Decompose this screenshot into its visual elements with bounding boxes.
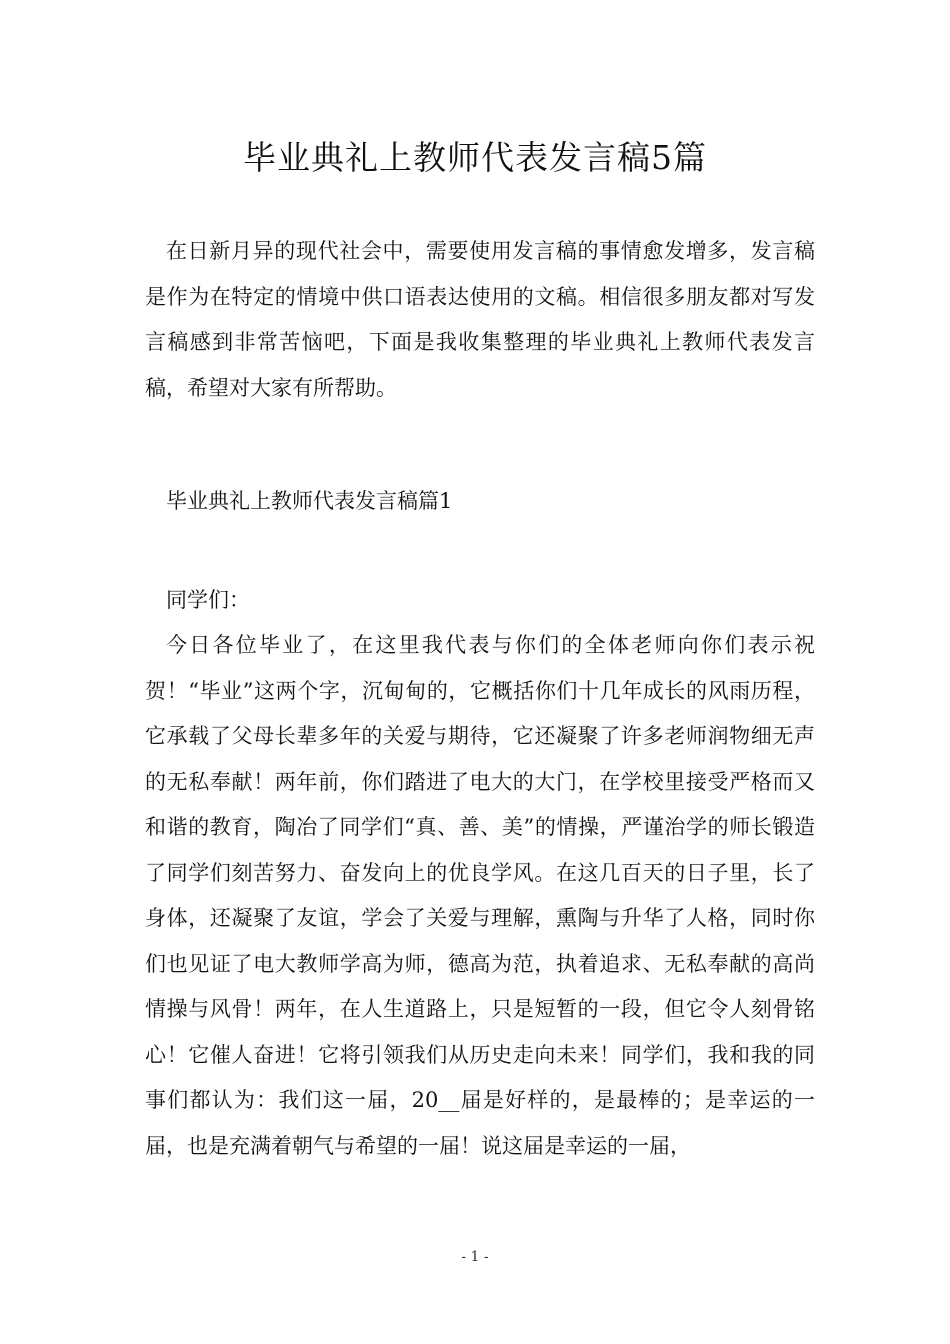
- greeting-paragraph: 同学们：: [166, 588, 250, 612]
- section-heading: 毕业典礼上教师代表发言稿篇1: [166, 489, 453, 513]
- document-title: 毕业典礼上教师代表发言稿5篇: [243, 138, 707, 177]
- page-number: - 1 -: [461, 1249, 489, 1265]
- intro-paragraph: 在日新月异的现代社会中，需要使用发言稿的事情愈发增多，发言稿是作为在特定的情境中供口语表达使用的文稿。相信很多朋友都对写发言稿感到非常苦恼吧，下面是我收集整理的毕业典礼上教师代表发言稿，希望对大家有所帮助。: [145, 239, 815, 400]
- body-paragraph: 今日各位毕业了，在这里我代表与你们的全体老师向你们表示祝贺！“毕业”这两个字，沉甸甸的，它概括你们十几年成长的风雨历程，它承载了父母长辈多年的关爱与期待，它还凝聚了许多老师润物细无声的无私奉献！两年前，你们踏进了电大的大门，在学校里接受严格而又和谐的教育，陶冶了同学们“真、善、美”的情操，严谨治学的师长锻造了同学们刻苦努力、奋发向上的优良学风。在这几百天的日子里，长了身体，还凝聚了友谊，学会了关爱与理解，熏陶与升华了人格，同时你们也见证了电大教师学高为师，德高为范，执着追求、无私奉献的高尚情操与风骨！两年，在人生道路上，只是短暂的一段，但它令人刻骨铭心！它催人奋进！它将引领我们从历史走向未来！同学们，我和我的同事们都认为：我们这一届，20__届是好样的，是最棒的；是幸运的一届，也是充满着朝气与希望的一届！说这届是幸运的一届，: [145, 633, 815, 1158]
